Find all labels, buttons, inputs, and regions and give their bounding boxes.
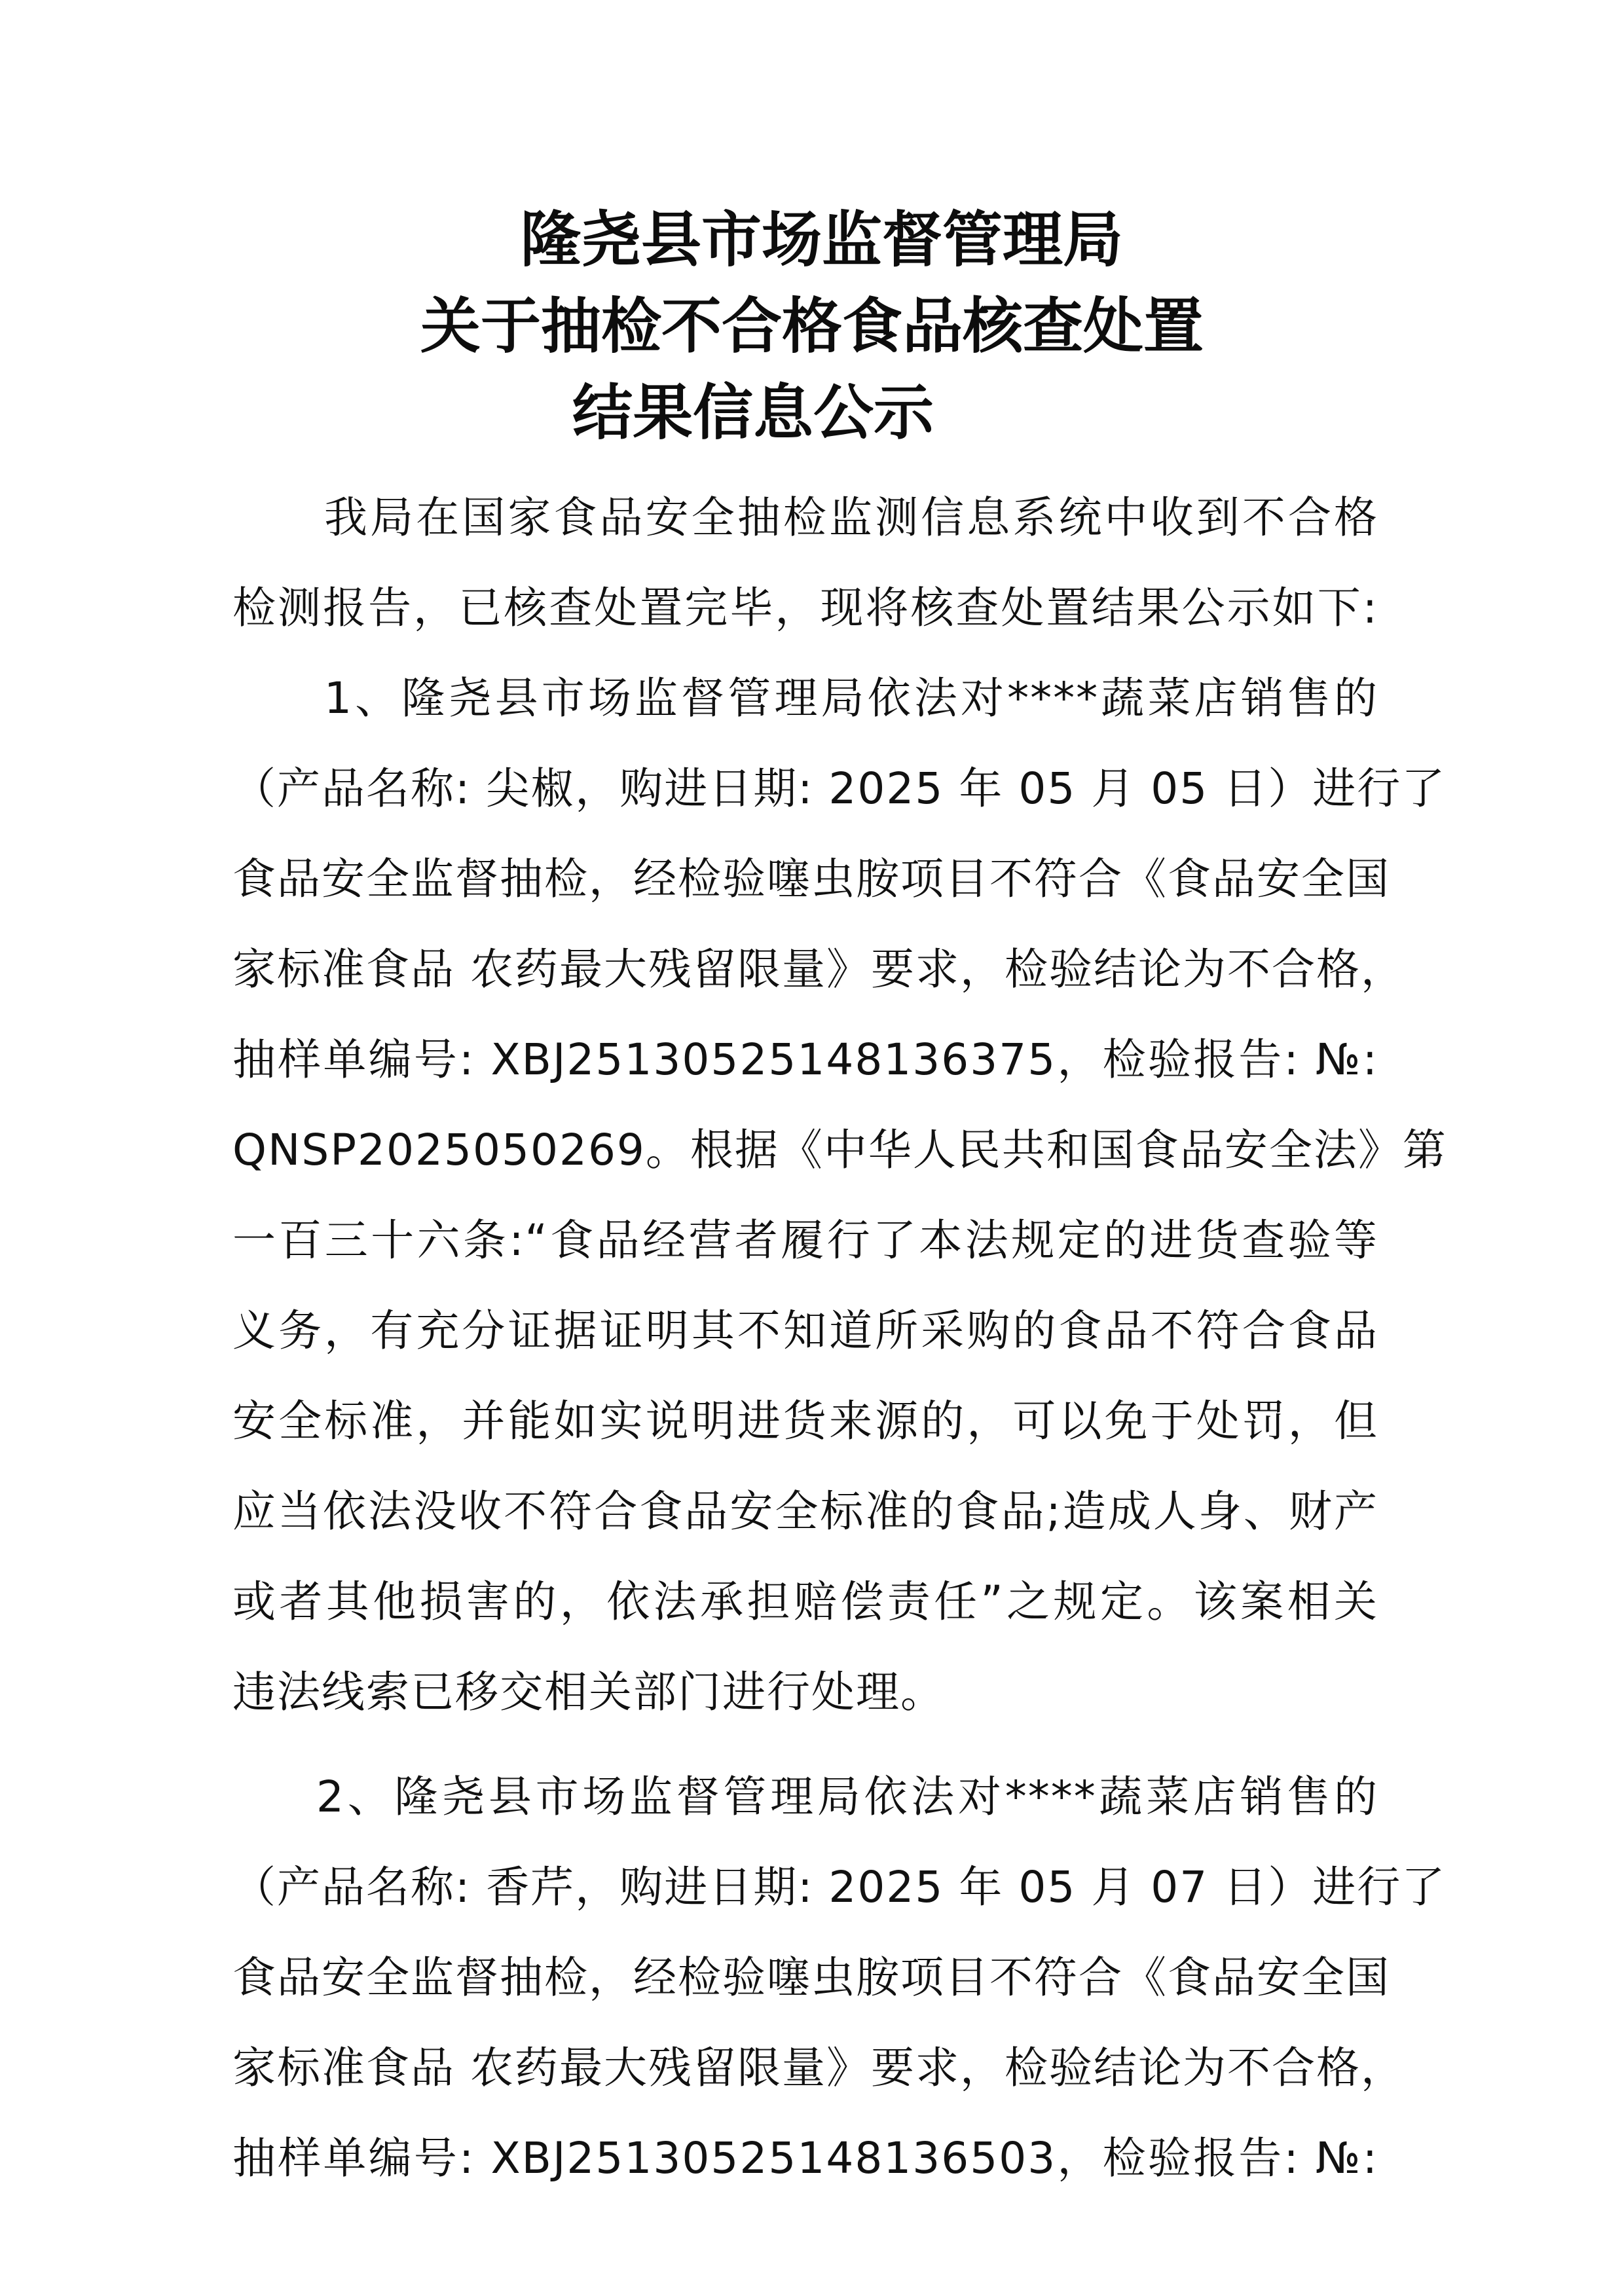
item-2-line: （产品名称: 香芹，购进日期: 2025 年 05 月 07 日）进行了 bbox=[232, 1862, 1447, 1912]
item-2-sample-line: 抽样单编号: XBJ25130525148136503，检验报告: №: bbox=[232, 2133, 1378, 2183]
item-1-line: 食品安全监督抽检，经检验噻虫胺项目不符合《食品安全国 bbox=[232, 854, 1390, 904]
title-line-notice: 结果信息公示 bbox=[572, 377, 934, 448]
item-1-line: 安全标准，并能如实说明进货来源的，可以免于处罚，但 bbox=[232, 1396, 1378, 1446]
item-2-line: 2、隆尧县市场监督管理局依法对****蔬菜店销售的 bbox=[316, 1772, 1378, 1822]
item-1-line: 或者其他损害的，依法承担赔偿责任”之规定。该案相关 bbox=[232, 1576, 1378, 1627]
item-2-line: 家标准食品 农药最大残留限量》要求，检验结论为不合格， bbox=[232, 2043, 1405, 2093]
item-1-line: 应当依法没收不符合食品安全标准的食品;造成人身、财产 bbox=[232, 1486, 1378, 1537]
item-1-line: 违法线索已移交相关部门进行处理。 bbox=[232, 1667, 945, 1717]
item-1-line: 一百三十六条:“食品经营者履行了本法规定的进货查验等 bbox=[232, 1215, 1378, 1266]
item-2-line: 食品安全监督抽检，经检验噻虫胺项目不符合《食品安全国 bbox=[232, 1952, 1390, 2003]
item-1-line: 1、隆尧县市场监督管理局依法对****蔬菜店销售的 bbox=[324, 673, 1378, 723]
item-1-line: 义务，有充分证据证明其不知道所采购的食品不符合食品 bbox=[232, 1305, 1378, 1356]
item-1-line: （产品名称: 尖椒，购进日期: 2025 年 05 月 05 日）进行了 bbox=[232, 763, 1447, 814]
item-1-sample-line: 抽样单编号: XBJ25130525148136375，检验报告: №: bbox=[232, 1034, 1378, 1085]
intro-line: 检测报告，已核查处置完毕，现将核查处置结果公示如下: bbox=[232, 583, 1378, 633]
item-1-line: 家标准食品 农药最大残留限量》要求，检验结论为不合格， bbox=[232, 944, 1405, 994]
title-line-subject: 关于抽检不合格食品核查处置 bbox=[420, 291, 1204, 361]
title-line-agency: 隆尧县市场监督管理局 bbox=[520, 204, 1123, 275]
item-1-report-line: QNSP2025050269。根据《中华人民共和国食品安全法》第 bbox=[232, 1125, 1447, 1175]
document-title bbox=[0, 196, 1624, 456]
intro-line: 我局在国家食品安全抽检监测信息系统中收到不合格 bbox=[324, 492, 1378, 543]
paragraph-gap bbox=[232, 1738, 1378, 1752]
document-body bbox=[232, 473, 1447, 2204]
